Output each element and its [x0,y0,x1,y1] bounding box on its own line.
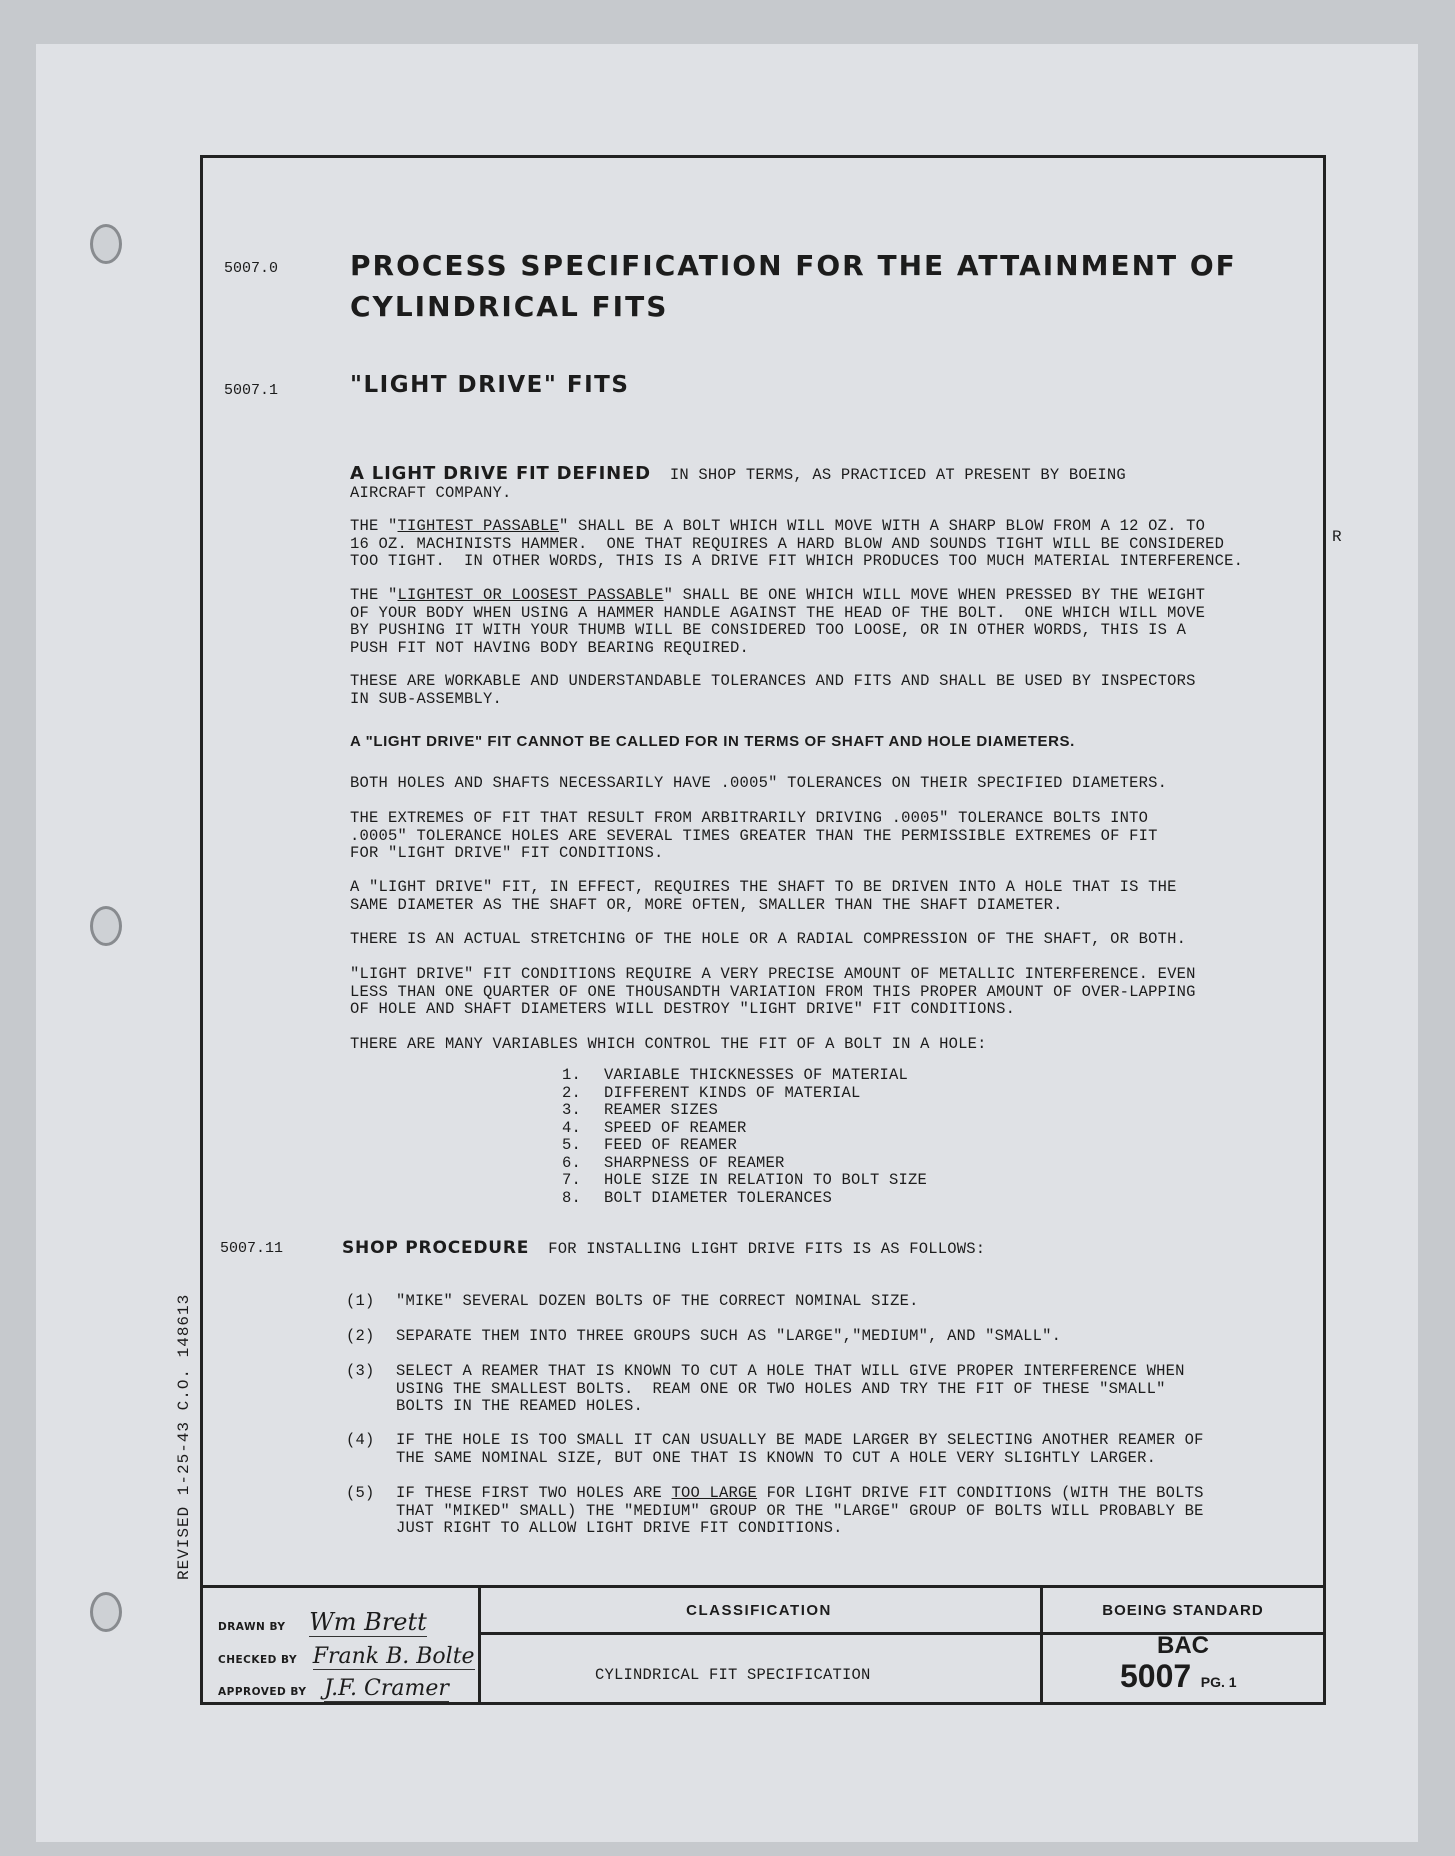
shop-lead: SHOP PROCEDURE [342,1238,530,1258]
step-number: (1) [346,1292,375,1310]
approved-by: APPROVED BY J.F. Cramer [218,1676,449,1701]
shop-rest: FOR INSTALLING LIGHT DRIVE FITS IS AS FOLLOWS: [529,1240,986,1258]
revision-note: REVISED 1-25-43 C.O. 148613 [175,1293,193,1580]
page-number: PG. 1 [1200,1674,1237,1690]
step-text: SEPARATE THEM INTO THREE GROUPS SUCH AS "LARGE","MEDIUM", AND "SMALL". [396,1327,1062,1345]
list-item: 6. SHARPNESS OF REAMER [562,1153,785,1172]
checked-signature: Frank B. Bolte [312,1644,475,1669]
step-text: "MIKE" SEVERAL DOZEN BOLTS OF THE CORRECT NOMINAL SIZE. [396,1292,919,1310]
list-item: 3. REAMER SIZES [562,1101,719,1119]
extremes-paragraph: THE EXTREMES OF FIT THAT RESULT FROM ARBITRARILY DRIVING .0005" TOLERANCE BOLTS INTO .0005" TOLERANCE HOLES ARE SEVERAL TIMES GREATER THAN THE PERMISSIBLE EXTREMES OF FIT FOR "LIGHT DRIVE" FIT CONDITIONS. [350,809,1158,862]
list-item: 5. FEED OF REAMER [562,1136,738,1154]
definition-paragraph [350,465,1126,502]
revision-mark: R [1332,528,1342,546]
section-number-5007-11: 5007.11 [220,1240,284,1257]
workable-paragraph: THESE ARE WORKABLE AND UNDERSTANDABLE TOLERANCES AND FITS AND SHALL BE USED BY INSPECTORS IN SUB-ASSEMBLY. [350,672,1196,708]
tightest-term: TIGHTEST PASSABLE [397,517,560,535]
binder-hole-top [90,224,122,264]
binder-hole-bottom [90,1592,122,1632]
too-large-term: TOO LARGE [671,1484,758,1502]
drawn-signature: Wm Brett [309,1608,427,1636]
document-prefix: BAC [1157,1632,1209,1659]
title-line-2: CYLINDRICAL FITS [350,290,669,323]
approved-signature: J.F. Cramer [324,1676,449,1701]
definition-lead: A LIGHT DRIVE FIT DEFINED [350,463,651,484]
classification-label: CLASSIFICATION [686,1602,832,1619]
step-text: SELECT A REAMER THAT IS KNOWN TO CUT A HOLE THAT WILL GIVE PROPER INTERFERENCE WHEN USING THE SMALLEST BOLTS. REAM ONE OR TWO HOLES AND TRY THE FIT OF THESE "SMALL" BOLTS IN THE REAMED HOLES. [396,1362,1185,1415]
section-heading-light-drive: "LIGHT DRIVE" FITS [350,372,630,398]
list-item: 1. VARIABLE THICKNESSES OF MATERIAL [562,1066,909,1084]
standard-label: BOEING STANDARD [1102,1602,1264,1619]
tightest-text-a: THE " [350,517,398,535]
conditions-paragraph: "LIGHT DRIVE" FIT CONDITIONS REQUIRE A VERY PRECISE AMOUNT OF METALLIC INTERFERENCE. EVEN LESS THAN ONE QUARTER OF ONE THOUSANDTH VARIATION FROM THIS PROPER AMOUNT OF OVER-LAPPING OF HOLE AND SHAFT DIAMETERS WILL DESTROY "LIGHT DRIVE" FIT CONDITIONS. [350,965,1196,1018]
bold-statement: A "LIGHT DRIVE" FIT CANNOT BE CALLED FOR IN TERMS OF SHAFT AND HOLE DIAMETERS. [350,733,1075,750]
step-number: (4) [346,1431,375,1449]
lightest-text-a: THE " [350,586,398,604]
variables-intro: THERE ARE MANY VARIABLES WHICH CONTROL THE FIT OF A BOLT IN A HOLE: [350,1035,987,1053]
lightest-paragraph [350,587,1205,657]
definition-text: IN SHOP TERMS, AS PRACTICED AT PRESENT BY BOEING AIRCRAFT COMPANY. [350,466,1126,502]
stretching-paragraph: THERE IS AN ACTUAL STRETCHING OF THE HOLE OR A RADIAL COMPRESSION OF THE SHAFT, OR BOTH. [350,930,1187,948]
classification-value: CYLINDRICAL FIT SPECIFICATION [595,1666,871,1684]
page-title [350,245,1237,327]
lightest-text-b: " SHALL BE ONE WHICH WILL MOVE WHEN PRESSED BY THE WEIGHT OF YOUR BODY WHEN USING A HAMMER HANDLE AGAINST THE HEAD OF THE BOLT. ONE WHICH WILL MOVE BY PUSHING IT WITH YOUR THUMB WILL BE CONSIDERED TOO LOOSE, OR IN OTHER WORDS, THIS IS A PUSH FIT NOT HAVING BODY BEARING REQUIRED. [350,586,1206,657]
section-number-5007-1: 5007.1 [224,382,279,399]
step-number: (3) [346,1362,375,1380]
tightest-text-b: " SHALL BE A BOLT WHICH WILL MOVE WITH A SHARP BLOW FROM A 12 OZ. TO 16 OZ. MACHINISTS HAMMER. ONE THAT REQUIRES A HARD BLOW AND SOUNDS TIGHT WILL BE CONSIDERED TOO TIGHT. IN OTHER WORDS, THIS IS A DRIVE FIT WHICH PRODUCES TOO MUCH MATERIAL INTERFERENCE. [350,517,1244,570]
list-item: 7. HOLE SIZE IN RELATION TO BOLT SIZE [562,1171,928,1189]
list-item: 2. DIFFERENT KINDS OF MATERIAL [562,1083,861,1102]
step-text: IF THESE FIRST TWO HOLES ARE TOO LARGE FOR LIGHT DRIVE FIT CONDITIONS (WITH THE BOLTS THAT "MIKED" SMALL) THE "MEDIUM" GROUP OR THE "LARGE" GROUP OF BOLTS WILL PROBABLY BE JUST RIGHT TO ALLOW LIGHT DRIVE FIT CONDITIONS. [396,1484,1204,1537]
tightest-paragraph [350,518,1243,571]
list-item: 8. BOLT DIAMETER TOLERANCES [562,1188,833,1207]
section-number-5007-0: 5007.0 [224,260,279,277]
checked-by: CHECKED BY Frank B. Bolte [218,1644,475,1669]
drawn-by: DRAWN BY Wm Brett [218,1608,427,1636]
list-item: 4. SPEED OF REAMER [562,1118,747,1137]
tolerance-paragraph: BOTH HOLES AND SHAFTS NECESSARILY HAVE .0005" TOLERANCES ON THEIR SPECIFIED DIAMETERS. [350,774,1168,792]
effect-paragraph: A "LIGHT DRIVE" FIT, IN EFFECT, REQUIRES THE SHAFT TO BE DRIVEN INTO A HOLE THAT IS THE SAME DIAMETER AS THE SHAFT OR, MORE OFTEN, SMALLER THAN THE SHAFT DIAMETER. [350,878,1177,914]
shop-procedure-heading [342,1240,985,1259]
step-number: (2) [346,1327,375,1345]
variables-list [562,1067,927,1207]
lightest-term: LIGHTEST OR LOOSEST PASSABLE [397,586,664,604]
title-block [200,1585,1326,1705]
title-line-1: PROCESS SPECIFICATION FOR THE ATTAINMENT OF [350,249,1237,282]
binder-hole-middle [90,906,122,946]
step-text: IF THE HOLE IS TOO SMALL IT CAN USUALLY BE MADE LARGER BY SELECTING ANOTHER REAMER OF THE SAME NOMINAL SIZE, BUT ONE THAT IS KNOWN TO CUT A HOLE VERY SLIGHTLY LARGER. [396,1431,1204,1467]
document-number: 5007 [1120,1658,1192,1694]
document-number-block [1120,1658,1237,1695]
step-number: (5) [346,1484,375,1502]
